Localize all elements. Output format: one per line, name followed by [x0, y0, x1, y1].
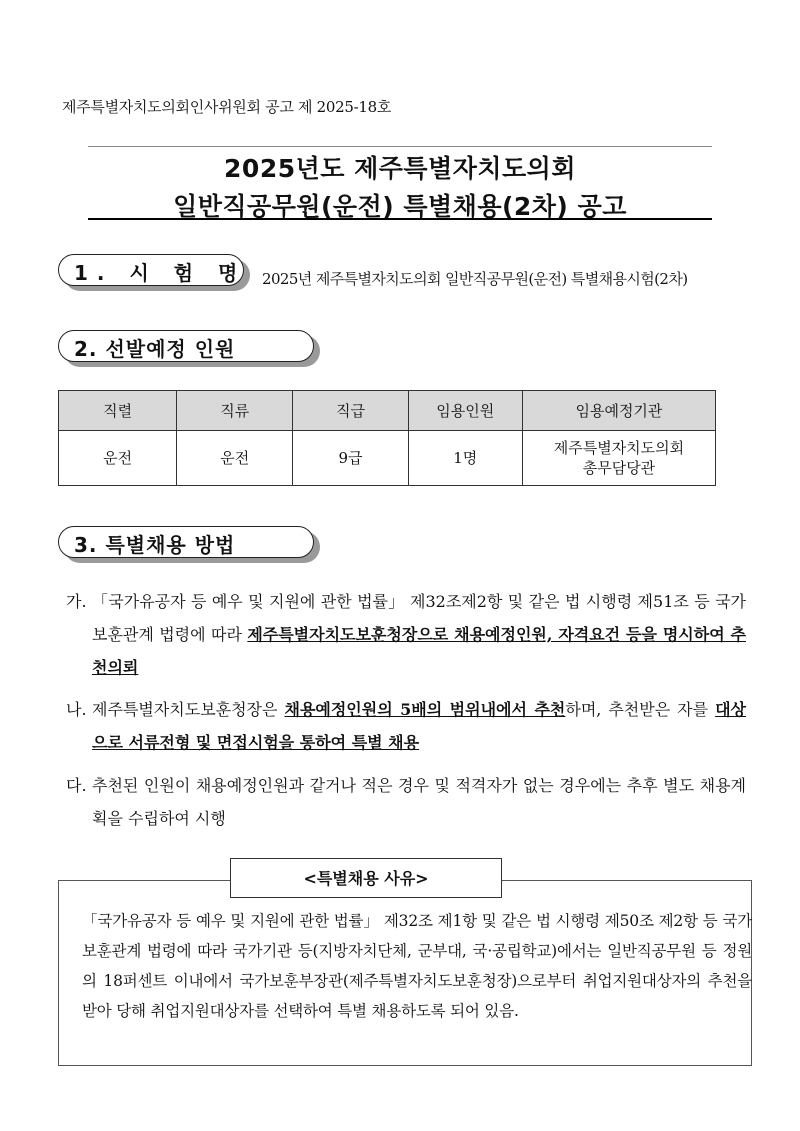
method-item-na [66, 693, 746, 759]
cell-grade: 9급 [293, 431, 408, 486]
announcement-number: 제주특별자치도의회인사위원회 공고 제 2025-18호 [62, 98, 392, 116]
section-heading-label: 1. 시 험 명 [74, 261, 247, 285]
reason-box-text: 「국가유공자 등 예우 및 지원에 관한 법률」 제32조 제1항 및 같은 법 시행령 제50조 제2항 등 국가보훈관계 법령에 따라 국가기관 등(지방자치단체, 군부대, 국·공립학교)에서는 일반직공무원 등 정원의 18퍼센트 이내에서 국가보훈부장관(제주특별자치도보훈청장)으로부터 취업지원대상자의 추천을 받아 당해 취업지원대상자를 선택하여 특별 채용하도록 되어 있음. [82, 912, 752, 1020]
item-text: 「국가유공자 등 예우 및 지원에 관한 법률」 제32조제2항 및 같은 법 시행령 제51조 등 국가보훈관계 법령에 따라 [92, 592, 746, 644]
item-marker: 나. [66, 700, 87, 719]
item-highlight-2: 대상으로 서류전형 및 면접시험을 통하여 특별 채용 [92, 700, 747, 752]
recruitment-table [58, 390, 716, 486]
section-heading-planned-hires [58, 330, 314, 362]
reason-box-title: <특별채용 사유> [230, 858, 502, 898]
table-row [59, 431, 716, 486]
section-heading-method [58, 526, 314, 558]
department-line1: 제주특별자치도의회 [553, 438, 685, 457]
item-marker: 가. [66, 592, 87, 611]
item-highlight: 제주특별자치도보훈청장으로 채용예정인원, 자격요건 등을 명시하여 추천의뢰 [92, 625, 746, 677]
item-highlight: 채용예정인원의 5배의 범위내에서 추천 [284, 700, 566, 719]
header-branch: 직류 [177, 391, 293, 431]
section-heading-label: 3. 특별채용 방법 [74, 533, 236, 557]
method-item-ga [66, 585, 746, 684]
cell-branch: 운전 [177, 431, 293, 486]
header-department: 임용예정기관 [522, 391, 715, 431]
header-series: 직렬 [59, 391, 177, 431]
item-text: 추천된 인원이 채용예정인원과 같거나 적은 경우 및 적격자가 없는 경우에는 추후 별도 채용계획을 수립하여 시행 [92, 776, 746, 828]
header-count: 임용인원 [408, 391, 522, 431]
header-grade: 직급 [293, 391, 408, 431]
exam-name-text: 2025년 제주특별자치도의회 일반직공무원(운전) 특별채용시험(2차) [262, 270, 688, 288]
item-text: 제주특별자치도보훈청장은 [92, 700, 285, 719]
section-heading-exam-name [58, 254, 247, 286]
cell-series: 운전 [59, 431, 177, 486]
cell-count: 1명 [408, 431, 522, 486]
item-marker: 다. [66, 776, 87, 795]
document-title-line2: 일반직공무원(운전) 특별채용(2차) 공고 [173, 192, 627, 221]
section-heading-label: 2. 선발예정 인원 [74, 337, 236, 361]
document-title-line1: 2025년도 제주특별자치도의회 [224, 154, 576, 183]
method-item-da [66, 769, 746, 835]
table-header-row [59, 391, 716, 431]
title-top-rule [88, 146, 712, 147]
item-text-2: 하며, 추천받은 자를 [565, 700, 716, 719]
title-bottom-rule [88, 218, 712, 220]
cell-department [522, 431, 715, 486]
department-line2: 총무담당관 [582, 459, 656, 477]
